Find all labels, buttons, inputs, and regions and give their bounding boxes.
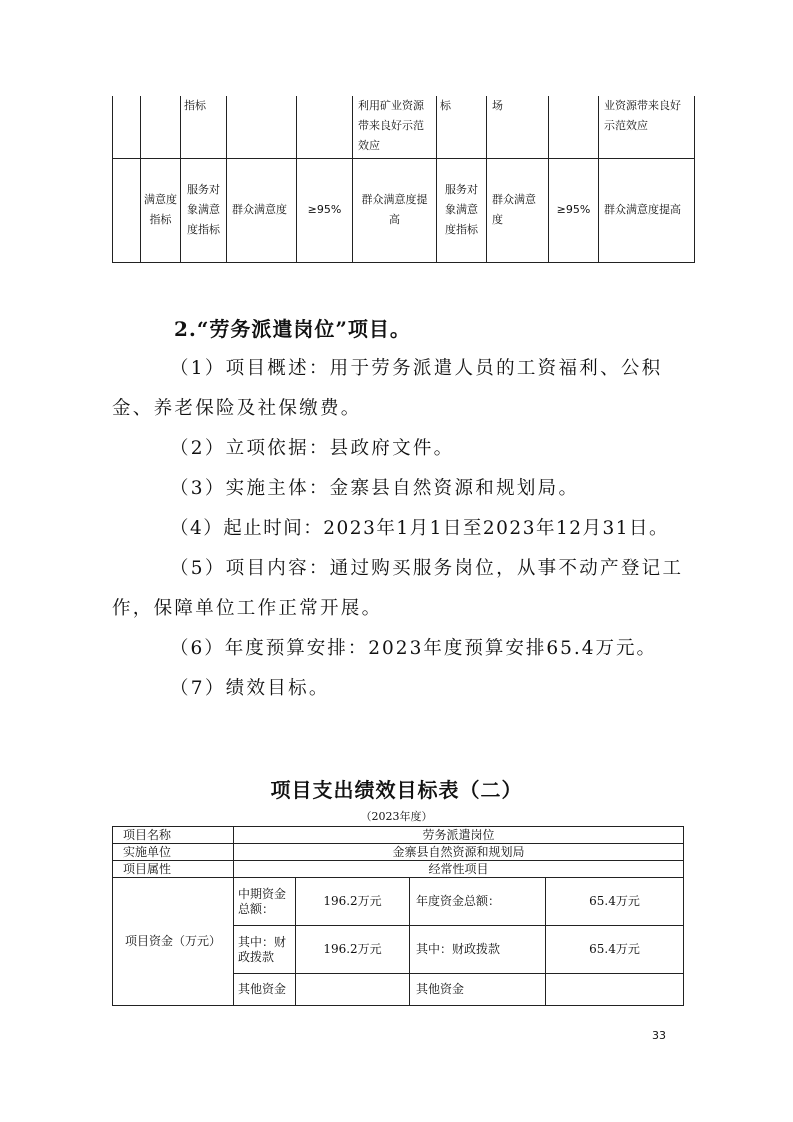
table-row	[113, 158, 695, 262]
table-cell: 196.2万元	[296, 878, 410, 926]
table-cell: 实施单位	[113, 844, 234, 861]
table-cell: 金寨县自然资源和规划局	[234, 844, 684, 861]
paragraph-overview: （1）项目概述：用于劳务派遣人员的工资福利、公积金、养老保险及社保缴费。	[112, 358, 663, 419]
table-cell	[113, 158, 141, 262]
table-cell: 服务对象满意度指标	[437, 158, 487, 262]
table-cell: 65.4万元	[546, 878, 684, 926]
table-cell: 群众满意度	[227, 158, 297, 262]
table-cell	[141, 96, 181, 158]
table-cell: 场	[487, 96, 549, 158]
table-row	[113, 827, 684, 844]
table-cell: ≥95%	[297, 158, 353, 262]
table-cell	[227, 96, 297, 158]
table-cell: 劳务派遣岗位	[234, 827, 684, 844]
table-cell: 满意度指标	[141, 158, 181, 262]
page-number: 33	[652, 1029, 666, 1042]
paragraph-goals: （7）绩效目标。	[170, 678, 330, 699]
table-row	[113, 861, 684, 878]
paragraph-period: （4）起止时间：2023年1月1日至2023年12月31日。	[170, 518, 670, 539]
table-cell: 服务对象满意度指标	[181, 158, 227, 262]
paragraph-basis: （2）立项依据：县政府文件。	[170, 438, 455, 459]
table-cell	[296, 974, 410, 1006]
performance-indicator-table-continued	[112, 96, 695, 263]
table-row	[113, 844, 684, 861]
paragraph-budget: （6）年度预算安排：2023年度预算安排65.4万元。	[170, 638, 658, 659]
table-cell: 项目资金（万元）	[113, 878, 234, 1006]
table-cell	[546, 974, 684, 1006]
table-cell	[549, 96, 599, 158]
table-title: 项目支出绩效目标表（二）	[270, 778, 523, 802]
table-cell: ≥95%	[549, 158, 599, 262]
table-cell: 指标	[181, 96, 227, 158]
table-cell: 196.2万元	[296, 926, 410, 974]
table-cell: 群众满意度提高	[599, 158, 695, 262]
table-cell: 年度资金总额：	[410, 878, 546, 926]
table-cell: 其中：财政拨款	[410, 926, 546, 974]
table-cell: 经常性项目	[234, 861, 684, 878]
table-row	[113, 96, 695, 158]
table-cell: 其他资金	[410, 974, 546, 1006]
table-cell: 群众满意度	[487, 158, 549, 262]
table-cell: 其他资金	[234, 974, 296, 1006]
section-heading: 2.“劳务派遣岗位”项目。	[174, 317, 411, 341]
table-cell: 群众满意度提高	[353, 158, 437, 262]
table-cell: 65.4万元	[546, 926, 684, 974]
table-cell	[113, 96, 141, 158]
paragraph-implementer: （3）实施主体：金寨县自然资源和规划局。	[170, 478, 580, 499]
project-funds-table	[112, 826, 684, 1006]
table-cell: 项目名称	[113, 827, 234, 844]
table-cell: 利用矿业资源带来良好示范效应	[353, 96, 437, 158]
table-cell: 标	[437, 96, 487, 158]
table-cell: 其中：财政拨款	[234, 926, 296, 974]
paragraph-content: （5）项目内容：通过购买服务岗位，从事不动产登记工作，保障单位工作正常开展。	[112, 558, 684, 619]
table-cell: 中期资金总额：	[234, 878, 296, 926]
table-cell: 项目属性	[113, 861, 234, 878]
table-row	[113, 878, 684, 926]
table-cell: 业资源带来良好示范效应	[599, 96, 695, 158]
table-year: （2023年度）	[360, 810, 433, 823]
table-cell	[297, 96, 353, 158]
